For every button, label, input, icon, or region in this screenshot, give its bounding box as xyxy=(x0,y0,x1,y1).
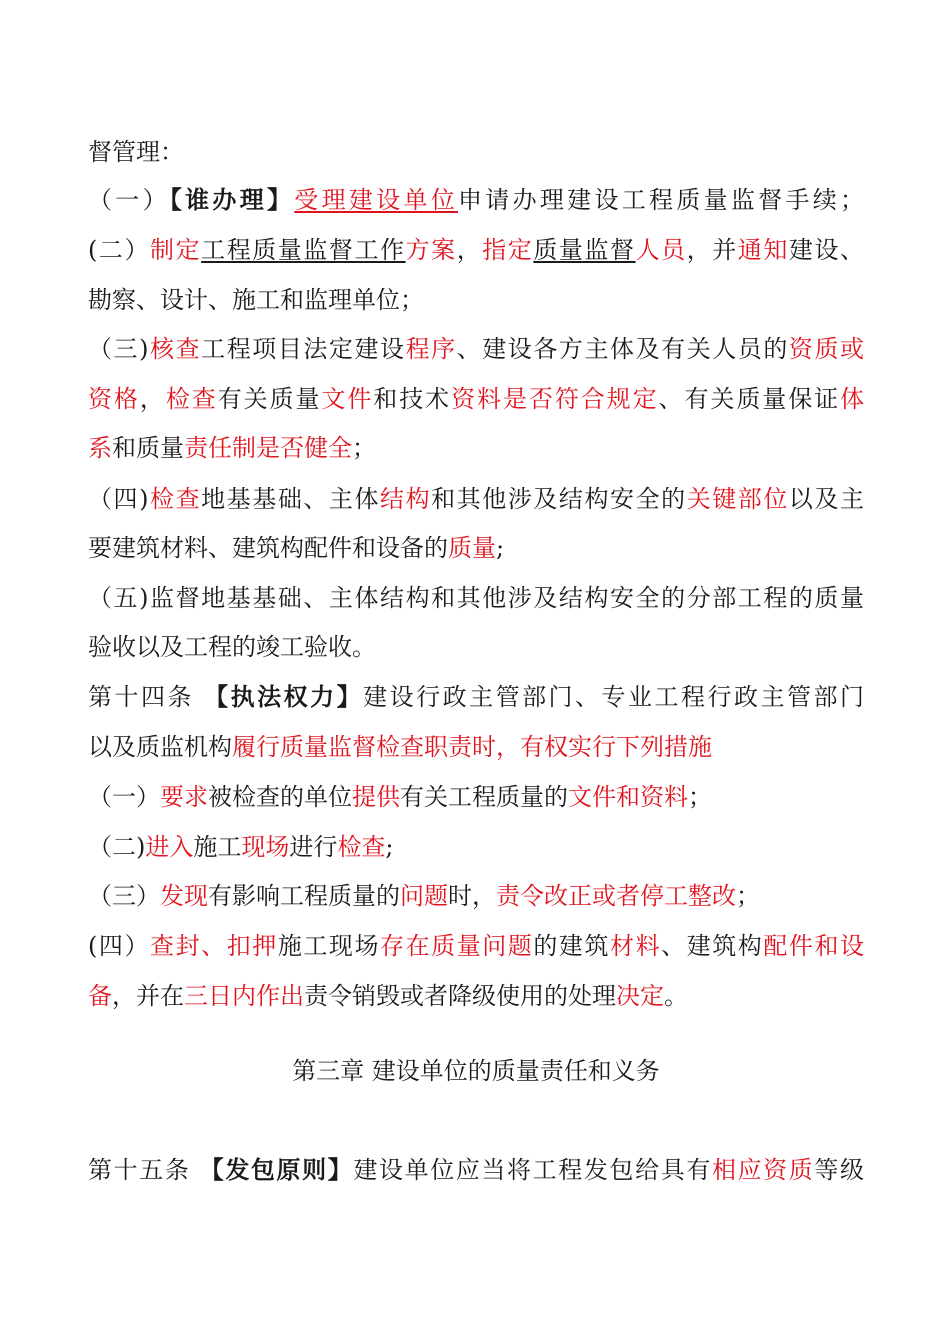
text-run: 资料是否符合规定 xyxy=(451,385,659,413)
text-run: 工程质量监督工作 xyxy=(201,236,406,264)
text-run: （五)监督地基基础、主体结构和其他涉及结构安全的分部工程的质量 xyxy=(88,584,864,612)
text-run: 第三章 建设单位的质量责任和义务 xyxy=(292,1057,660,1085)
text-run: 三日内作出 xyxy=(184,982,304,1010)
text-run: ，并 xyxy=(686,236,738,264)
text-run: 检查 xyxy=(337,833,386,861)
text-line xyxy=(88,629,864,665)
text-run: 人员 xyxy=(635,236,687,264)
text-run: （一） xyxy=(88,186,170,214)
text-run: 【谁办理】 xyxy=(169,185,295,214)
text-run: 施工现场 xyxy=(277,932,381,960)
text-run: 质量监督 xyxy=(533,236,636,264)
text-run: ； xyxy=(688,783,712,811)
text-run: 资质或 xyxy=(788,335,864,363)
text-line xyxy=(88,331,864,367)
text-line xyxy=(88,978,864,1014)
text-run: （四) xyxy=(88,485,149,513)
text-run: 、建筑构 xyxy=(661,932,764,960)
text-run: 被检查的单位 xyxy=(208,783,352,811)
text-run: 建设单位应当将工程发包给具有 xyxy=(353,1156,712,1184)
text-run: 责令销毁或者降级使用的处理 xyxy=(304,982,616,1010)
text-run: 方案 xyxy=(405,236,457,264)
text-run: （三） xyxy=(88,882,160,910)
text-run: 材料 xyxy=(610,932,662,960)
text-run: 。 xyxy=(664,982,688,1010)
text-run: 地基基础、主体 xyxy=(201,485,381,513)
text-run: ，并在 xyxy=(112,982,184,1010)
text-run: 文件和资料 xyxy=(568,783,688,811)
text-run: 有关质量 xyxy=(217,385,322,413)
text-run: 验收以及工程的竣工验收。 xyxy=(88,633,376,661)
text-line xyxy=(88,282,864,318)
text-run: 提供 xyxy=(352,783,400,811)
text-run: 要建筑材料、建筑构配件和设备的 xyxy=(88,534,448,562)
text-run: 、有关质量保证 xyxy=(658,385,841,413)
text-run: 进入 xyxy=(145,833,194,861)
text-run: （三) xyxy=(88,335,149,363)
chapter-heading xyxy=(88,1053,864,1089)
text-run: ; xyxy=(385,833,394,861)
text-line xyxy=(88,430,864,466)
text-run: 查封、扣押 xyxy=(150,932,278,960)
text-run: 现场 xyxy=(241,833,290,861)
text-run: 勘察、设计、施工和监理单位； xyxy=(88,286,424,314)
text-run: 发现 xyxy=(160,882,208,910)
text-run: 配件和设 xyxy=(763,932,864,960)
text-run: 有关工程质量的 xyxy=(400,783,568,811)
text-run: 和其他涉及结构安全的 xyxy=(431,485,687,513)
text-line xyxy=(88,779,864,815)
text-line xyxy=(88,182,864,218)
text-line xyxy=(88,1152,864,1188)
text-run: 资格 xyxy=(88,385,140,413)
text-run: ， xyxy=(456,236,483,264)
text-run: 备 xyxy=(88,982,112,1010)
text-line xyxy=(88,580,864,616)
text-run: 相应资质 xyxy=(711,1156,815,1184)
text-run: 通知 xyxy=(737,236,789,264)
text-run: 履行质量监督检查职责时，有权实行下列措施 xyxy=(232,733,712,761)
text-run: (四） xyxy=(88,932,151,960)
text-run: 等级 xyxy=(814,1156,864,1184)
text-run: 进行 xyxy=(289,833,338,861)
text-run: 文件 xyxy=(321,385,374,413)
text-run: 责令改正或者停工整改 xyxy=(496,882,736,910)
text-run: 决定 xyxy=(616,982,664,1010)
text-run: 程序 xyxy=(405,335,457,363)
text-line xyxy=(88,878,864,914)
text-run: 存在质量问题 xyxy=(380,932,534,960)
text-run: 时， xyxy=(448,882,496,910)
text-line xyxy=(88,481,864,517)
text-line xyxy=(88,381,864,417)
text-run: （二) xyxy=(88,833,146,861)
text-run: 建设行政主管部门、专业工程行政主管部门 xyxy=(363,683,864,711)
text-line xyxy=(88,729,864,765)
text-run: 系 xyxy=(88,434,112,462)
text-run: ; xyxy=(496,534,505,562)
text-run: 问题 xyxy=(400,882,448,910)
text-run: 督管理： xyxy=(88,138,184,166)
text-run: 有影响工程质量的 xyxy=(208,882,400,910)
text-run: 指定 xyxy=(482,236,534,264)
text-run: 要求 xyxy=(160,783,208,811)
text-run: 【发包原则】 xyxy=(199,1155,354,1184)
text-run: 以及质监机构 xyxy=(88,733,232,761)
text-run: 建设、 xyxy=(788,236,864,264)
text-line xyxy=(88,928,864,964)
text-run: 体 xyxy=(840,385,864,413)
text-line xyxy=(88,829,864,865)
text-run: 施工 xyxy=(193,833,242,861)
text-run: 责任制是否健全 xyxy=(184,434,352,462)
text-line xyxy=(88,232,864,268)
text-run: ， xyxy=(139,385,166,413)
text-run: 和技术 xyxy=(373,385,452,413)
text-run: 质量 xyxy=(448,534,496,562)
text-run: 制定 xyxy=(150,236,202,264)
text-run: 第十五条 xyxy=(88,1156,200,1184)
text-run: （一） xyxy=(88,783,160,811)
text-line xyxy=(88,530,864,566)
text-run: 检查 xyxy=(148,485,202,513)
text-run: 结构 xyxy=(380,485,432,513)
text-run: 以及主 xyxy=(788,485,864,513)
text-run: 工程项目法定建设 xyxy=(201,335,406,363)
text-run: 受理建设单位 xyxy=(294,186,459,214)
text-run: 申请办理建设工程质量监督手续； xyxy=(458,186,864,214)
text-run: 第十四条 xyxy=(88,683,205,711)
text-run: 检查 xyxy=(165,385,218,413)
text-run: 核查 xyxy=(148,335,202,363)
text-run: ； xyxy=(352,434,376,462)
text-line xyxy=(88,134,864,170)
text-run: 关键部位 xyxy=(686,485,789,513)
text-run: (二） xyxy=(88,236,151,264)
text-run: 、建设各方主体及有关人员的 xyxy=(456,335,789,363)
text-run: 和质量 xyxy=(112,434,184,462)
text-run: 【执法权力】 xyxy=(204,682,364,711)
text-line xyxy=(88,679,864,715)
text-run: 的建筑 xyxy=(533,932,611,960)
text-run: ； xyxy=(736,882,760,910)
